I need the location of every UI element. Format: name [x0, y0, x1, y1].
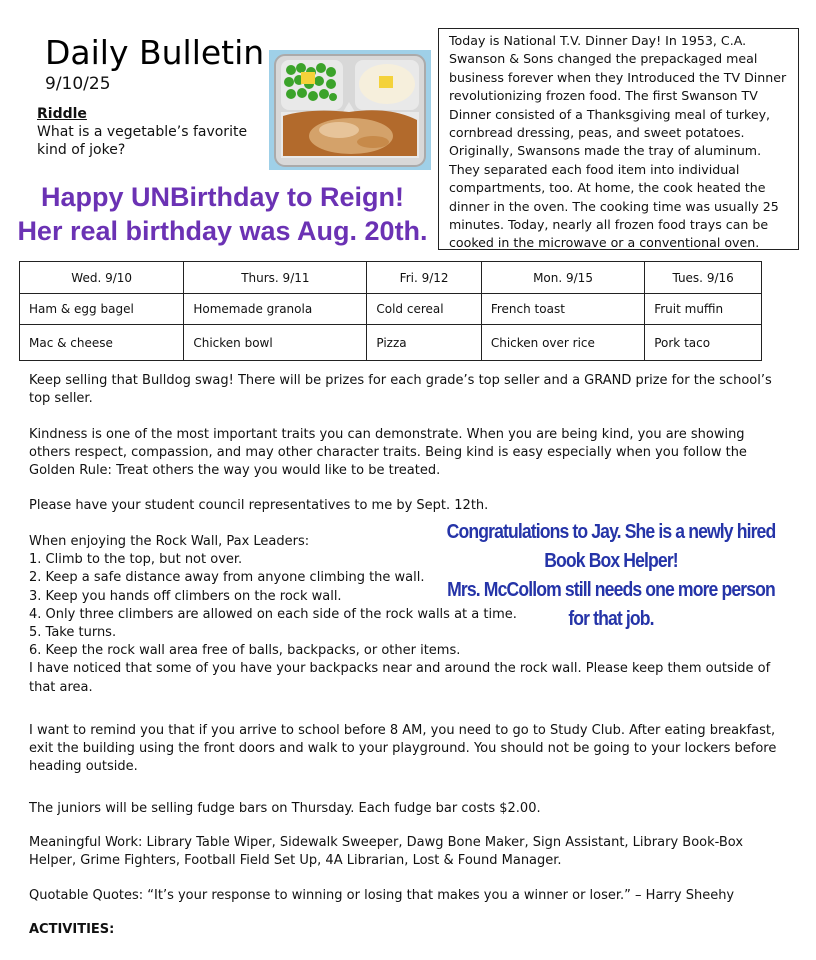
- menu-cell: Chicken over rice: [481, 325, 644, 361]
- activities-heading: ACTIVITIES:: [29, 922, 115, 937]
- menu-cell: Chicken bowl: [184, 325, 367, 361]
- tv-dinner-image: [269, 50, 431, 170]
- birthday-line-1: Happy UNBirthday to Reign!: [40, 182, 404, 212]
- menu-day: Tues. 9/16: [645, 262, 762, 294]
- rock-wall-note: I have noticed that some of you have your backpacks near and around the rock wall. Please keep them outside of that area.: [29, 661, 771, 695]
- menu-cell: Homemade granola: [184, 294, 367, 325]
- rock-wall-rule: 1. Climb to the top, but not over.: [29, 552, 243, 568]
- menu-lunch-row: [20, 325, 762, 361]
- menu-cell: Pork taco: [645, 325, 762, 361]
- riddle-heading: Riddle: [37, 106, 87, 122]
- meaningful-work: Meaningful Work: Library Table Wiper, Sidewalk Sweeper, Dawg Bone Maker, Sign Assistant, Library Book-Box Helper, Grime Fighters, Football Field Set Up, 4A Librarian, Lost & Found Manager.: [29, 835, 744, 869]
- menu-cell: Ham & egg bagel: [20, 294, 184, 325]
- swag-announcement: Keep selling that Bulldog swag! There will be prizes for each grade’s top seller and a GRAND prize for the school’s top seller.: [29, 373, 772, 407]
- congrats-line-1: Congratulations to Jay. She is a newly hired Book Box Helper!: [446, 521, 776, 572]
- menu-cell: Cold cereal: [367, 294, 481, 325]
- congrats-announcement: [436, 518, 786, 634]
- riddle-question: What is a vegetable’s favorite kind of joke?: [37, 124, 248, 158]
- quotable-quote: Quotable Quotes: “It’s your response to winning or losing that makes you a winner or loser.” – Harry Sheehy: [29, 888, 735, 903]
- menu-day: Wed. 9/10: [20, 262, 184, 294]
- menu-breakfast-row: [20, 294, 762, 325]
- fudge-announcement: The juniors will be selling fudge bars on Thursday. Each fudge bar costs $2.00.: [29, 801, 541, 816]
- birthday-announcement: [10, 180, 435, 248]
- rock-wall-intro: When enjoying the Rock Wall, Pax Leaders:: [29, 534, 310, 549]
- rock-wall-rule: 4. Only three climbers are allowed on each side of the rock walls at a time.: [29, 606, 517, 622]
- council-announcement: Please have your student council representatives to me by Sept. 12th.: [29, 498, 489, 513]
- rock-wall-rule: 6. Keep the rock wall area free of balls, backpacks, or other items.: [29, 643, 461, 659]
- menu-cell: French toast: [481, 294, 644, 325]
- bulletin-date: 9/10/25: [45, 74, 111, 94]
- menu-cell: Pizza: [367, 325, 481, 361]
- birthday-line-2: Her real birthday was Aug. 20th.: [17, 216, 428, 246]
- menu-cell: Mac & cheese: [20, 325, 184, 361]
- congrats-line-2: Mrs. McCollom still needs one more person for that job.: [447, 579, 775, 630]
- menu-cell: Fruit muffin: [645, 294, 762, 325]
- study-club-announcement: I want to remind you that if you arrive to school before 8 AM, you need to go to Study Club. After eating breakfast, exit the building using the front doors and walk to your playground. You should not be going to your lockers before heading outside.: [29, 723, 777, 775]
- menu-day: Thurs. 9/11: [184, 262, 367, 294]
- rock-wall-rule: 2. Keep a safe distance away from anyone climbing the wall.: [29, 570, 425, 586]
- menu-day: Mon. 9/15: [481, 262, 644, 294]
- tv-dinner-fact-box: Today is National T.V. Dinner Day! In 1953, C.A. Swanson & Sons changed the prepackaged meal business forever when they Introduced the TV Dinner revolutionizing frozen food. The first Swanson TV Dinner consisted of a Thanksgiving meal of turkey, cornbread dressing, peas, and sweet potatoes. Originally, Swansons made the tray of aluminum. They separated each food item into individual compartments, too. At home, the cook heated the dinner in the oven. The cooking time was usually 25 minutes. Today, nearly all frozen food trays can be cooked in the microwave or a conventional oven.: [438, 28, 799, 250]
- lunch-menu-table: [19, 261, 762, 361]
- menu-header-row: [20, 262, 762, 294]
- page-title: Daily Bulletin: [45, 33, 265, 72]
- menu-day: Fri. 9/12: [367, 262, 481, 294]
- kindness-announcement: Kindness is one of the most important traits you can demonstrate. When you are being kind, you are showing others respect, compassion, and may other character traits. Being kind is easy especially when you follow the Golden Rule: Treat others the way you would like to be treated.: [29, 427, 747, 479]
- rock-wall-rule: 5. Take turns.: [29, 625, 117, 641]
- rock-wall-rule: 3. Keep you hands off climbers on the rock wall.: [29, 588, 342, 604]
